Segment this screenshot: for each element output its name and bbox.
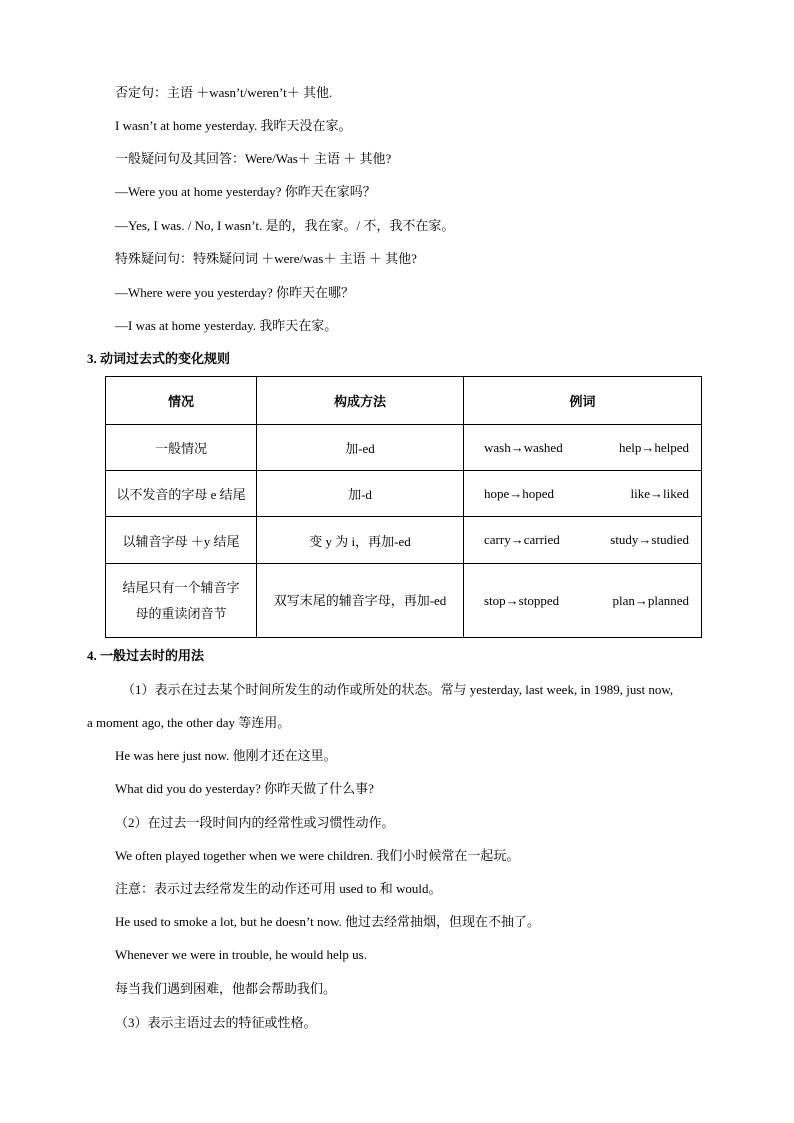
case-cell: 以不发音的字母 e 结尾 [106, 471, 257, 517]
special-question-answer: —I was at home yesterday. 我昨天在家。 [115, 318, 338, 333]
method-cell: 变 y 为 i，再加-ed [257, 517, 464, 564]
table-header-case: 情况 [106, 377, 257, 425]
negative-form-rule: 否定句：主语 ＋wasn’t/weren’t＋ 其他. [115, 85, 333, 100]
note-example-2: Whenever we were in trouble, he would help us. [115, 947, 367, 962]
example-word: hope→hoped [484, 485, 555, 501]
usage-2-example: We often played together when we were children. 我们小时候常在一起玩。 [115, 848, 520, 863]
general-question-rule: 一般疑问句及其回答：Were/Was＋ 主语 ＋ 其他? [115, 151, 392, 166]
usage-1-example-2: What did you do yesterday? 你昨天做了什么事? [115, 781, 374, 796]
table-row [106, 425, 702, 471]
method-cell: 加-ed [257, 425, 464, 471]
table-row [106, 564, 702, 638]
case-line: 母的重读闭音节 [135, 605, 227, 621]
section-4-heading: 4. 一般过去时的用法 [87, 648, 205, 663]
table-row [106, 517, 702, 564]
case-cell: 以辅音字母 ＋y 结尾 [106, 517, 257, 564]
general-question-example: —Were you at home yesterday? 你昨天在家吗？ [115, 184, 376, 199]
past-tense-rules-table [105, 376, 702, 638]
example-word: help→helped [618, 439, 689, 455]
special-question-example: —Where were you yesterday? 你昨天在哪？ [115, 285, 354, 300]
example-word: study→studied [610, 532, 689, 547]
section-3-heading: 3. 动词过去式的变化规则 [87, 351, 231, 366]
examples-cell [464, 564, 702, 638]
example-word: like→liked [630, 485, 689, 501]
general-question-answer: —Yes, I was. / No, I wasn’t. 是的，我在家。/ 不，我不在家。 [115, 218, 455, 233]
special-question-rule: 特殊疑问句：特殊疑问词 ＋were/was＋ 主语 ＋ 其他? [115, 251, 417, 266]
usage-3: （3）表示主语过去的特征或性格。 [115, 1015, 317, 1030]
usage-1-line-1: （1）表示在过去某个时间所发生的动作或所处的状态。常与 yesterday, last week, in 1989, just now, [122, 682, 674, 697]
example-word: plan→planned [612, 592, 689, 608]
table-header-row [106, 377, 702, 425]
usage-2: （2）在过去一段时间内的经常性或习惯性动作。 [115, 815, 395, 830]
method-cell: 加-d [257, 471, 464, 517]
example-word: carry→carried [484, 532, 560, 547]
examples-cell [464, 425, 702, 471]
usage-1-example-1: He was here just now. 他刚才还在这里。 [115, 748, 337, 763]
table-header-method: 构成方法 [257, 377, 464, 425]
method-cell: 双写末尾的辅音字母，再加-ed [257, 564, 464, 638]
usage-note: 注意：表示过去经常发生的动作还可用 used to 和 would。 [115, 881, 442, 896]
table-header-examples: 例词 [464, 377, 702, 425]
examples-cell [464, 471, 702, 517]
example-word: stop→stopped [484, 592, 560, 608]
note-example-2-translation: 每当我们遇到困难，他都会帮助我们。 [115, 981, 337, 996]
case-line: 结尾只有一个辅音字 [122, 579, 240, 595]
usage-1-line-2: a moment ago, the other day 等连用。 [87, 715, 291, 730]
example-word: wash→washed [484, 439, 563, 455]
case-cell [106, 564, 257, 638]
case-cell: 一般情况 [106, 425, 257, 471]
note-example-1: He used to smoke a lot, but he doesn’t now. 他过去经常抽烟，但现在不抽了。 [115, 914, 540, 929]
negative-example: I wasn’t at home yesterday. 我昨天没在家。 [115, 118, 352, 133]
table-row [106, 471, 702, 517]
examples-cell [464, 517, 702, 564]
